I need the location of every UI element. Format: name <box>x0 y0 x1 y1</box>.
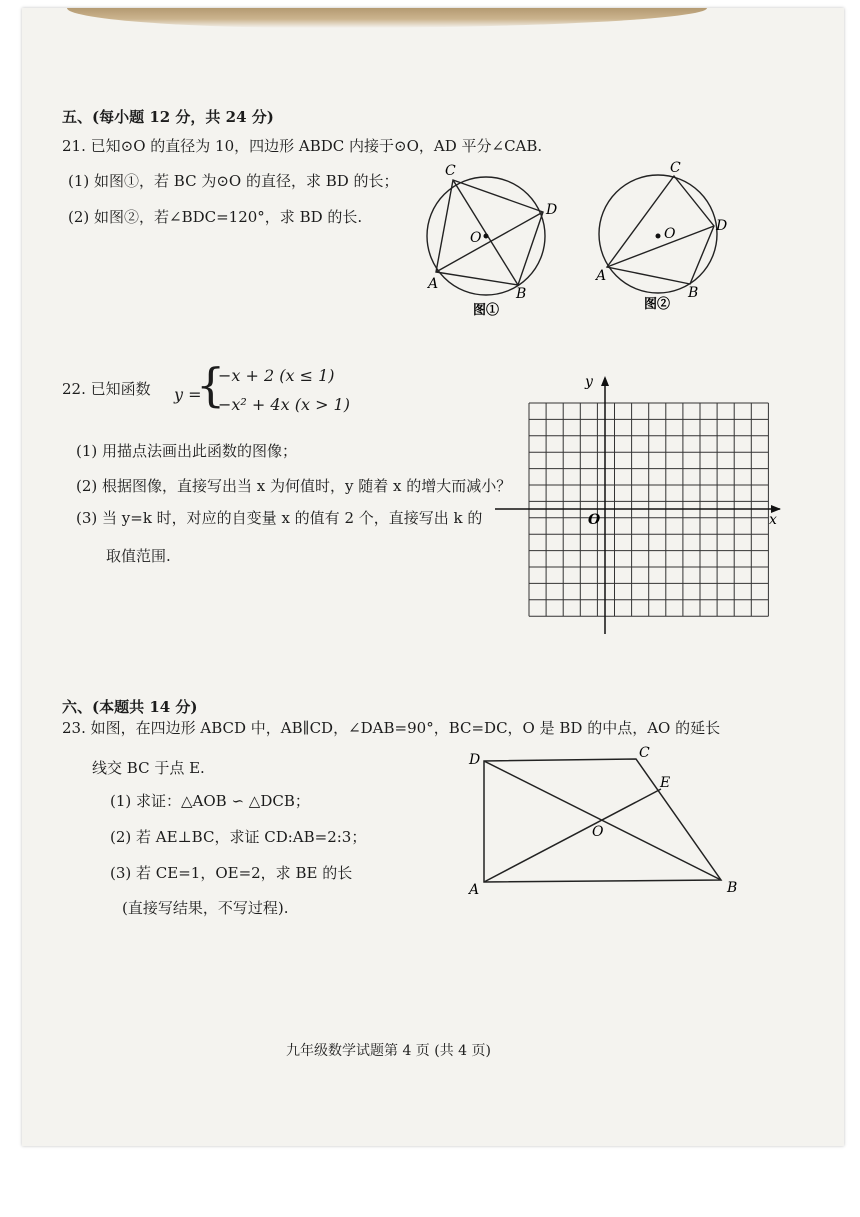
label-c: C <box>639 745 650 761</box>
center-dot <box>656 234 661 239</box>
quad-abdc <box>436 180 543 285</box>
q21-stem: 21. 已知⊙O 的直径为 10，四边形 ABDC 内接于⊙O，AD 平分∠CAB. <box>62 137 543 155</box>
q22-stem: 22. 已知函数 <box>62 380 151 398</box>
page-footer: 九年级数学试题第 4 页 (共 4 页) <box>286 1043 491 1059</box>
label-b: B <box>516 286 527 302</box>
q22-case-2: −x² + 4x (x > 1) <box>218 395 350 414</box>
label-a: A <box>428 276 439 292</box>
fig1-caption: 图① <box>473 303 500 318</box>
segment-ae <box>484 789 661 882</box>
q22-y-equals: y = <box>174 385 202 404</box>
fig2-caption: 图② <box>644 297 671 312</box>
label-d: D <box>469 752 481 768</box>
q22-part1: (1) 用描点法画出此函数的图像； <box>76 442 298 460</box>
y-axis-arrow <box>601 376 609 386</box>
x-axis-label: x <box>769 512 777 528</box>
section-5-title: 五、(每小题 12 分，共 24 分) <box>62 108 274 126</box>
q21-figure-2 <box>592 160 742 320</box>
q21-part1: (1) 如图①，若 BC 为⊙O 的直径，求 BD 的长； <box>68 172 399 190</box>
label-d: D <box>546 202 558 218</box>
label-a: A <box>596 268 607 284</box>
torn-paper-edge <box>67 8 707 28</box>
q22-part3-cont: 取值范围. <box>106 547 171 565</box>
chord-ad <box>607 226 714 267</box>
center-dot <box>484 234 489 239</box>
label-o: O <box>664 226 676 242</box>
label-d: D <box>716 218 728 234</box>
label-a: A <box>469 882 480 898</box>
label-c: C <box>670 160 681 176</box>
y-axis-label: y <box>585 374 593 390</box>
q21-figure-1 <box>420 162 570 322</box>
q23-stem-cont: 线交 BC 于点 E. <box>92 759 205 777</box>
q23-part2: (2) 若 AE⊥BC，求证 CD:AB=2:3； <box>110 828 367 846</box>
origin-label: O <box>588 512 601 528</box>
q23-part1: (1) 求证：△AOB ∽ △DCB； <box>110 792 310 810</box>
diameter-bc <box>453 180 518 285</box>
label-c: C <box>445 163 456 179</box>
q23-stem: 23. 如图，在四边形 ABCD 中，AB∥CD，∠DAB=90°，BC=DC，O 是 BD 的中点，AO 的延长 <box>62 719 721 737</box>
chord-ad <box>436 212 543 272</box>
quad-abdc <box>607 176 714 284</box>
label-b: B <box>727 880 738 896</box>
q22-part2: (2) 根据图像，直接写出当 x 为何值时，y 随着 x 的增大而减小？ <box>76 477 512 495</box>
q23-part3-note: (直接写结果，不写过程). <box>122 899 289 917</box>
coordinate-grid <box>495 372 785 637</box>
label-b: B <box>688 285 699 301</box>
q23-part3: (3) 若 CE=1，OE=2，求 BE 的长 <box>110 864 353 882</box>
q21-part2: (2) 如图②，若∠BDC=120°，求 BD 的长. <box>68 208 363 226</box>
q22-case-1: −x + 2 (x ≤ 1) <box>218 366 335 385</box>
q23-figure <box>464 742 744 902</box>
q22-brace: { <box>196 358 226 412</box>
section-6-title: 六、(本题共 14 分) <box>62 698 198 716</box>
label-o: O <box>470 230 482 246</box>
label-e: E <box>660 775 671 791</box>
q22-part3: (3) 当 y=k 时，对应的自变量 x 的值有 2 个，直接写出 k 的 <box>76 509 483 527</box>
label-o: O <box>592 824 604 840</box>
